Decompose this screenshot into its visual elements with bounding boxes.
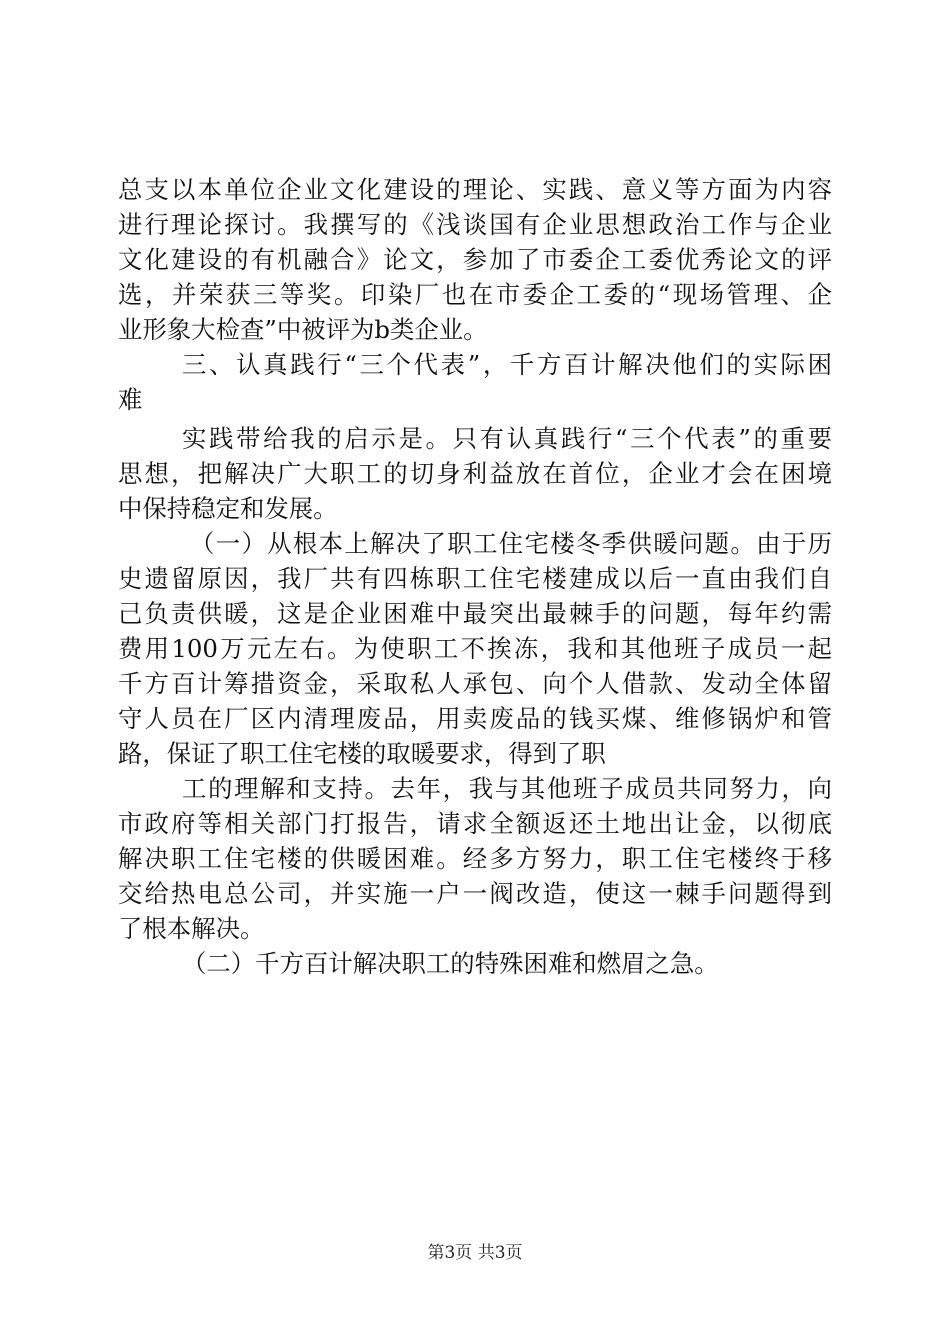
text-line: 文化建设的有机融合》论文，参加了市委企工委优秀论文的评 — [118, 245, 832, 274]
text-line: 市政府等相关部门打报告，请求全额返还土地出让金，以彻底 — [118, 809, 832, 838]
page-number-footer: 第3页 共3页 — [427, 1243, 523, 1263]
text-line: 交给热电总公司，并实施一户一阀改造，使这一棘手问题得到 — [118, 879, 832, 908]
paragraph-4 — [118, 771, 832, 946]
text-line: 史遗留原因，我厂共有四栋职工住宅楼建成以后一直由我们自 — [118, 564, 832, 593]
text-line: 进行理论探讨。我撰写的《浅谈国有企业思想政治工作与企业 — [118, 210, 832, 239]
text-line: 解决职工住宅楼的供暖困难。经多方努力，职工住宅楼终于移 — [118, 844, 832, 873]
text-line: 费用100万元左右。为使职工不挨冻，我和其他班子成员一起 — [118, 634, 832, 663]
section-heading-3 — [118, 347, 832, 417]
text-line: 工的理解和支持。去年，我与其他班子成员共同努力，向 — [182, 774, 832, 803]
text-line: 守人员在厂区内清理废品，用卖废品的钱买煤、维修锅炉和管 — [118, 704, 832, 733]
text-line: 了根本解决。 — [118, 914, 265, 943]
text-line: 思想，把解决广大职工的切身利益放在首位，企业才会在困境 — [118, 459, 832, 488]
text-line: 实践带给我的启示是。只有认真践行“三个代表”的重要 — [182, 424, 832, 453]
text-line: 总支以本单位企业文化建设的理论、实践、意义等方面为内容 — [118, 175, 832, 204]
text-line: 己负责供暖，这是企业困难中最突出最棘手的问题，每年约需 — [118, 599, 832, 628]
paragraph-5 — [118, 946, 832, 981]
text-line: （一）从根本上解决了职工住宅楼冬季供暖问题。由于历 — [190, 529, 832, 558]
paragraph-3 — [118, 526, 832, 771]
text-line: 中保持稳定和发展。 — [118, 494, 338, 523]
paragraph-2 — [118, 421, 832, 526]
document-body — [118, 172, 832, 981]
text-line: （二）千方百计解决职工的特殊困难和燃眉之急。 — [182, 949, 719, 978]
text-line: 业形象大检查”中被评为b类企业。 — [118, 315, 488, 344]
paragraph-1 — [118, 172, 832, 347]
heading-line: 三、认真践行“三个代表”，千方百计解决他们的实际困 — [182, 350, 832, 379]
text-line: 路，保证了职工住宅楼的取暖要求，得到了职 — [118, 739, 606, 768]
text-line: 千方百计筹措资金，采取私人承包、向个人借款、发动全体留 — [118, 669, 832, 698]
heading-line: 难 — [118, 385, 143, 414]
text-line: 选，并荣获三等奖。印染厂也在市委企工委的“现场管理、企 — [118, 280, 832, 309]
